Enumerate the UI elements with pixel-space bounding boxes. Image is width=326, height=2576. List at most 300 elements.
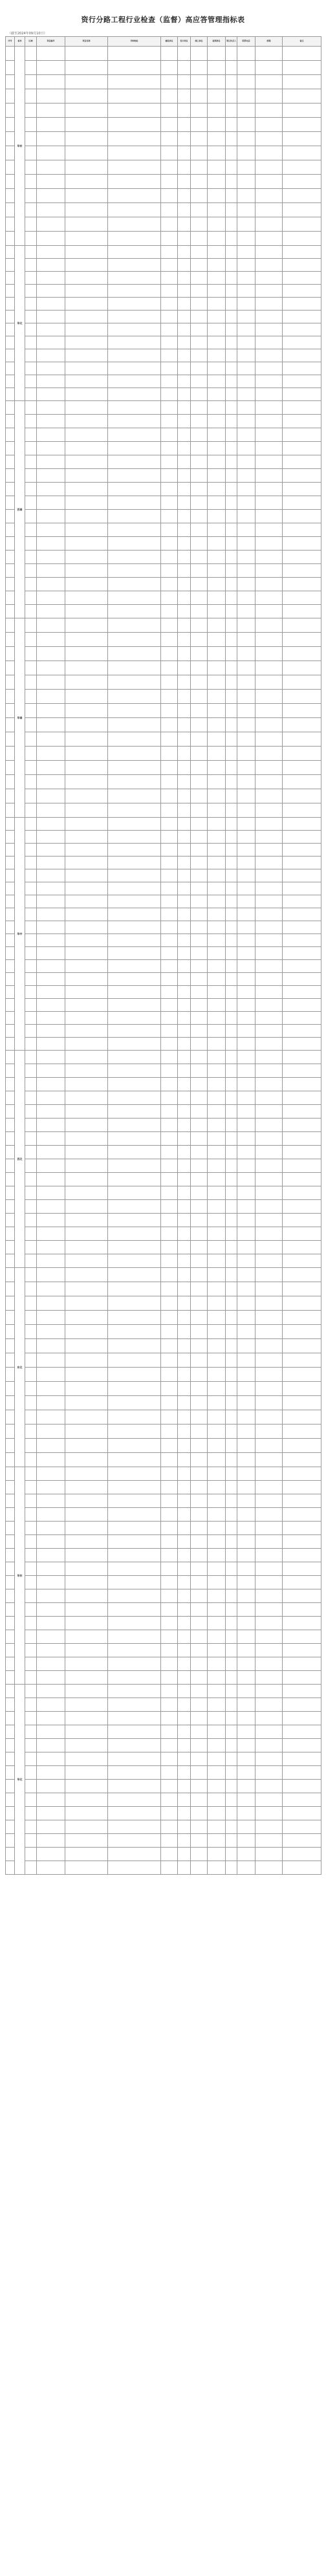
table-cell xyxy=(283,986,321,999)
table-cell xyxy=(237,1064,255,1078)
table-cell xyxy=(161,1078,178,1091)
table-cell xyxy=(6,246,15,259)
table-cell xyxy=(237,1268,255,1282)
table-cell xyxy=(178,690,191,704)
table-cell xyxy=(37,1012,65,1025)
table-cell xyxy=(108,496,161,510)
table-cell xyxy=(161,428,178,442)
table-cell xyxy=(6,551,15,564)
table-cell xyxy=(108,349,161,362)
table-cell xyxy=(108,1522,161,1535)
table-cell xyxy=(178,747,191,761)
table-cell xyxy=(255,1644,283,1657)
table-cell xyxy=(25,1119,37,1132)
table-cell xyxy=(191,761,208,775)
table-cell xyxy=(226,298,237,311)
table-cell xyxy=(178,605,191,618)
table-cell xyxy=(237,934,255,947)
table-cell xyxy=(191,175,208,189)
table-cell xyxy=(178,1241,191,1254)
table-cell xyxy=(6,1146,15,1159)
table-cell xyxy=(208,1173,226,1186)
table-cell xyxy=(255,118,283,132)
table-cell xyxy=(237,47,255,61)
table-cell xyxy=(37,947,65,960)
table-cell xyxy=(191,1807,208,1820)
table-cell xyxy=(255,259,283,272)
table-cell xyxy=(161,789,178,803)
table-cell xyxy=(178,1339,191,1353)
table-cell xyxy=(191,1576,208,1589)
table-cell xyxy=(6,1325,15,1339)
table-cell xyxy=(226,1780,237,1793)
table-cell xyxy=(255,47,283,61)
table-cell xyxy=(208,1861,226,1875)
table-cell xyxy=(108,1368,161,1382)
table-cell xyxy=(255,469,283,483)
table-cell xyxy=(255,1132,283,1146)
table-cell xyxy=(108,1481,161,1494)
table-cell xyxy=(226,564,237,578)
table-cell xyxy=(178,1325,191,1339)
table-cell xyxy=(255,704,283,718)
table-cell xyxy=(108,442,161,455)
table-cell xyxy=(237,857,255,869)
table-cell xyxy=(108,1396,161,1410)
table-cell xyxy=(237,1820,255,1834)
table-cell xyxy=(191,789,208,803)
table-cell xyxy=(283,47,321,61)
table-cell xyxy=(37,132,65,146)
table-cell xyxy=(37,1589,65,1603)
table-cell xyxy=(161,349,178,362)
table-cell xyxy=(6,1671,15,1685)
table-row xyxy=(6,336,321,349)
table-cell xyxy=(237,375,255,388)
table-cell xyxy=(6,1698,15,1712)
table-row xyxy=(6,1227,321,1241)
table-row xyxy=(6,428,321,442)
table-row xyxy=(6,1105,321,1119)
table-cell xyxy=(6,1657,15,1671)
table-cell xyxy=(108,934,161,947)
table-cell xyxy=(208,1119,226,1132)
table-cell xyxy=(226,89,237,104)
table-cell xyxy=(283,415,321,428)
table-cell xyxy=(226,1132,237,1146)
table-cell xyxy=(191,704,208,718)
table-cell xyxy=(191,718,208,732)
table-cell xyxy=(37,1698,65,1712)
table-cell xyxy=(255,1105,283,1119)
table-cell xyxy=(191,469,208,483)
table-cell xyxy=(108,1311,161,1325)
table-cell xyxy=(208,1739,226,1752)
table-cell xyxy=(37,189,65,203)
table-cell xyxy=(237,336,255,349)
table-cell xyxy=(191,1494,208,1508)
table-cell xyxy=(161,104,178,118)
table-cell xyxy=(237,1603,255,1617)
table-cell xyxy=(178,349,191,362)
table-cell xyxy=(65,401,108,415)
table-cell xyxy=(25,272,37,285)
table-cell xyxy=(6,1025,15,1038)
table-cell xyxy=(37,1453,65,1467)
table-cell xyxy=(208,175,226,189)
table-cell xyxy=(65,818,108,831)
header-cell: 项目负责人 xyxy=(226,37,237,47)
table-cell xyxy=(178,175,191,189)
table-cell xyxy=(255,1038,283,1051)
table-cell xyxy=(25,1671,37,1685)
table-cell xyxy=(208,1617,226,1630)
table-cell xyxy=(25,375,37,388)
table-cell xyxy=(108,1834,161,1848)
group-cell: 华东 xyxy=(15,1467,25,1685)
table-cell xyxy=(65,761,108,775)
table-cell xyxy=(178,259,191,272)
table-cell xyxy=(65,496,108,510)
table-cell xyxy=(37,661,65,675)
table-cell xyxy=(226,803,237,818)
table-cell xyxy=(108,973,161,986)
table-cell xyxy=(25,401,37,415)
table-cell xyxy=(226,75,237,89)
table-cell xyxy=(37,146,65,160)
table-cell xyxy=(37,1296,65,1311)
table-cell xyxy=(226,690,237,704)
table-cell xyxy=(191,1739,208,1752)
table-cell xyxy=(37,803,65,818)
table-cell xyxy=(6,1589,15,1603)
table-cell xyxy=(255,1025,283,1038)
table-cell xyxy=(237,1439,255,1453)
table-cell xyxy=(37,986,65,999)
table-cell xyxy=(6,175,15,189)
table-cell xyxy=(191,259,208,272)
table-cell xyxy=(161,1339,178,1353)
table-cell xyxy=(37,272,65,285)
table-cell xyxy=(25,259,37,272)
table-cell xyxy=(161,1296,178,1311)
table-cell xyxy=(226,1630,237,1644)
table-cell xyxy=(226,818,237,831)
table-cell xyxy=(255,1296,283,1311)
table-cell xyxy=(283,1848,321,1861)
table-cell xyxy=(283,934,321,947)
table-cell xyxy=(237,1657,255,1671)
table-cell xyxy=(255,442,283,455)
table-cell xyxy=(283,272,321,285)
table-cell xyxy=(255,789,283,803)
table-cell xyxy=(208,61,226,75)
table-cell xyxy=(37,1834,65,1848)
table-cell xyxy=(6,132,15,146)
table-cell xyxy=(178,986,191,999)
table-cell xyxy=(237,831,255,844)
table-cell xyxy=(65,47,108,61)
table-cell xyxy=(6,362,15,375)
table-row xyxy=(6,1064,321,1078)
table-cell xyxy=(108,323,161,336)
table-cell xyxy=(226,761,237,775)
table-cell xyxy=(226,61,237,75)
table-row xyxy=(6,217,321,232)
table-cell xyxy=(255,455,283,469)
table-cell xyxy=(108,1296,161,1311)
table-cell xyxy=(208,1644,226,1657)
table-cell xyxy=(161,1051,178,1064)
table-cell xyxy=(283,718,321,732)
table-cell xyxy=(37,401,65,415)
table-cell xyxy=(108,537,161,551)
table-cell xyxy=(6,1064,15,1078)
table-cell xyxy=(65,960,108,973)
table-cell xyxy=(191,1549,208,1562)
table-cell xyxy=(226,401,237,415)
table-cell xyxy=(178,428,191,442)
table-cell xyxy=(237,160,255,175)
table-cell xyxy=(25,857,37,869)
table-cell xyxy=(283,1254,321,1268)
table-cell xyxy=(65,175,108,189)
table-cell xyxy=(65,1848,108,1861)
table-cell xyxy=(178,311,191,323)
table-cell xyxy=(65,857,108,869)
table-cell xyxy=(37,362,65,375)
table-cell xyxy=(237,718,255,732)
table-cell xyxy=(108,647,161,661)
table-cell xyxy=(37,1752,65,1766)
table-cell xyxy=(6,1339,15,1353)
table-cell xyxy=(237,75,255,89)
table-cell xyxy=(178,442,191,455)
table-cell xyxy=(161,311,178,323)
table-cell xyxy=(6,578,15,591)
table-cell xyxy=(191,442,208,455)
table-cell xyxy=(255,1353,283,1368)
table-cell xyxy=(37,690,65,704)
table-row xyxy=(6,675,321,690)
table-cell xyxy=(191,1214,208,1227)
table-cell xyxy=(191,537,208,551)
table-cell xyxy=(283,1227,321,1241)
table-cell xyxy=(283,605,321,618)
table-cell xyxy=(161,857,178,869)
table-cell xyxy=(226,1038,237,1051)
table-cell xyxy=(255,1186,283,1200)
table-cell xyxy=(6,1159,15,1173)
table-cell xyxy=(25,1132,37,1146)
table-cell xyxy=(191,1535,208,1549)
table-cell xyxy=(161,818,178,831)
table-cell xyxy=(6,428,15,442)
table-row xyxy=(6,1353,321,1368)
table-cell xyxy=(25,523,37,537)
table-cell xyxy=(37,1200,65,1214)
table-cell xyxy=(25,1173,37,1186)
table-cell xyxy=(283,1671,321,1685)
table-cell xyxy=(226,1119,237,1132)
table-cell xyxy=(255,1064,283,1078)
table-cell xyxy=(37,1105,65,1119)
table-cell xyxy=(255,1671,283,1685)
table-cell xyxy=(65,349,108,362)
table-cell xyxy=(226,1752,237,1766)
table-cell xyxy=(37,1508,65,1522)
table-cell xyxy=(255,1522,283,1535)
table-cell xyxy=(226,605,237,618)
table-cell xyxy=(108,921,161,934)
table-cell xyxy=(208,661,226,675)
table-cell xyxy=(178,1186,191,1200)
table-cell xyxy=(65,388,108,401)
table-row xyxy=(6,1325,321,1339)
table-cell xyxy=(108,272,161,285)
table-cell xyxy=(6,1617,15,1630)
table-cell xyxy=(208,272,226,285)
table-row xyxy=(6,483,321,496)
table-cell xyxy=(208,104,226,118)
table-row xyxy=(6,732,321,747)
table-cell xyxy=(161,469,178,483)
table-cell xyxy=(25,1146,37,1159)
table-cell xyxy=(208,217,226,232)
table-cell xyxy=(283,1535,321,1549)
table-cell xyxy=(208,1589,226,1603)
table-row xyxy=(6,661,321,675)
table-cell xyxy=(283,469,321,483)
table-row xyxy=(6,469,321,483)
table-cell xyxy=(208,1807,226,1820)
table-cell xyxy=(6,401,15,415)
table-cell xyxy=(208,1834,226,1848)
table-cell xyxy=(255,1739,283,1752)
table-cell xyxy=(283,483,321,496)
table-cell xyxy=(255,1091,283,1105)
table-cell xyxy=(37,323,65,336)
table-cell xyxy=(237,132,255,146)
table-cell xyxy=(65,1424,108,1439)
table-cell xyxy=(37,857,65,869)
table-cell xyxy=(208,132,226,146)
table-cell xyxy=(255,986,283,999)
table-cell xyxy=(178,362,191,375)
table-cell xyxy=(226,375,237,388)
table-cell xyxy=(283,761,321,775)
table-cell xyxy=(178,203,191,217)
table-cell xyxy=(108,1725,161,1739)
table-cell xyxy=(25,483,37,496)
table-cell xyxy=(178,232,191,246)
table-cell xyxy=(37,761,65,775)
table-cell xyxy=(283,1630,321,1644)
table-cell xyxy=(255,661,283,675)
table-cell xyxy=(37,259,65,272)
table-cell xyxy=(37,1617,65,1630)
table-cell xyxy=(255,1603,283,1617)
table-cell xyxy=(226,732,237,747)
table-cell xyxy=(25,1644,37,1657)
table-cell xyxy=(37,428,65,442)
table-cell xyxy=(226,1807,237,1820)
table-cell xyxy=(255,1396,283,1410)
table-cell xyxy=(178,1834,191,1848)
table-cell xyxy=(208,375,226,388)
table-cell xyxy=(178,1712,191,1725)
table-cell xyxy=(37,1793,65,1807)
table-cell xyxy=(255,132,283,146)
table-cell xyxy=(283,1807,321,1820)
table-cell xyxy=(237,1508,255,1522)
table-cell xyxy=(65,747,108,761)
table-cell xyxy=(191,690,208,704)
table-cell xyxy=(161,1739,178,1752)
table-cell xyxy=(283,298,321,311)
table-cell xyxy=(255,146,283,160)
table-cell xyxy=(25,428,37,442)
table-cell xyxy=(108,1254,161,1268)
table-cell xyxy=(237,388,255,401)
table-cell xyxy=(161,1241,178,1254)
table-cell xyxy=(283,537,321,551)
table-cell xyxy=(65,775,108,789)
table-cell xyxy=(283,1105,321,1119)
table-cell xyxy=(37,908,65,921)
table-cell xyxy=(237,1200,255,1214)
table-cell xyxy=(6,388,15,401)
table-cell xyxy=(6,1535,15,1549)
table-cell xyxy=(178,999,191,1012)
table-row xyxy=(6,272,321,285)
table-cell xyxy=(6,1834,15,1848)
table-cell xyxy=(283,1038,321,1051)
table-cell xyxy=(283,647,321,661)
table-cell xyxy=(237,1807,255,1820)
table-cell xyxy=(237,1766,255,1780)
table-cell xyxy=(226,1173,237,1186)
table-cell xyxy=(191,551,208,564)
table-row xyxy=(6,189,321,203)
table-cell xyxy=(37,1644,65,1657)
table-cell xyxy=(161,1657,178,1671)
table-cell xyxy=(226,455,237,469)
table-cell xyxy=(226,789,237,803)
table-cell xyxy=(37,564,65,578)
table-cell xyxy=(161,1146,178,1159)
table-cell xyxy=(208,1698,226,1712)
table-cell xyxy=(255,298,283,311)
table-cell xyxy=(208,388,226,401)
table-cell xyxy=(283,1282,321,1296)
table-cell xyxy=(65,1382,108,1396)
table-cell xyxy=(108,908,161,921)
table-cell xyxy=(255,1282,283,1296)
table-cell xyxy=(161,232,178,246)
table-cell xyxy=(65,973,108,986)
table-cell xyxy=(226,1481,237,1494)
table-cell xyxy=(108,1739,161,1752)
table-cell xyxy=(208,690,226,704)
table-cell xyxy=(108,1589,161,1603)
table-cell xyxy=(237,496,255,510)
table-cell xyxy=(161,1820,178,1834)
table-row xyxy=(6,1453,321,1467)
table-cell xyxy=(178,1159,191,1173)
table-row xyxy=(6,857,321,869)
table-cell xyxy=(6,285,15,298)
